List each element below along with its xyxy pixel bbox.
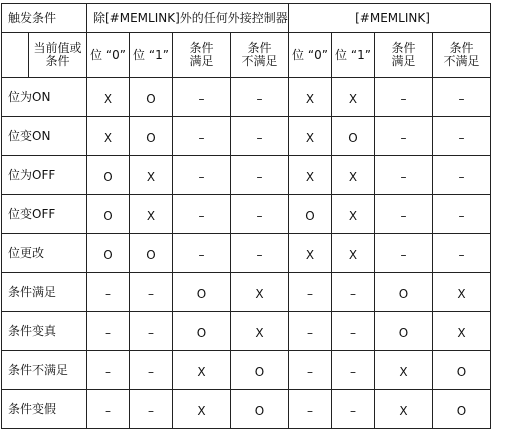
cell-other-cond-not-met: – bbox=[231, 78, 289, 117]
cell-other-bit1: – bbox=[130, 390, 173, 429]
cell-other-cond-met: – bbox=[173, 234, 231, 273]
cell-other-cond-met: X bbox=[173, 351, 231, 390]
table-row bbox=[2, 273, 491, 312]
table-row bbox=[2, 351, 491, 390]
cell-other-bit1: – bbox=[130, 351, 173, 390]
table-row bbox=[2, 234, 491, 273]
current-value-or-condition-text: 当前值或 条件 bbox=[33, 41, 82, 68]
table-row bbox=[2, 78, 491, 117]
cell-other-cond-met: O bbox=[173, 273, 231, 312]
cell-memlink-cond-not-met: – bbox=[433, 156, 491, 195]
memlink-header: [#MEMLINK] bbox=[289, 4, 491, 33]
cell-memlink-bit1: – bbox=[332, 312, 375, 351]
cell-memlink-cond-met: – bbox=[375, 195, 433, 234]
cell-memlink-bit1: X bbox=[332, 78, 375, 117]
cell-memlink-bit0: X bbox=[289, 234, 332, 273]
other-cond-not-met-text: 条件 不满足 bbox=[241, 41, 278, 68]
cell-other-bit0: O bbox=[87, 234, 130, 273]
cell-memlink-cond-not-met: – bbox=[433, 195, 491, 234]
cell-other-bit1: – bbox=[130, 312, 173, 351]
other-cond-not-met-header bbox=[231, 33, 289, 78]
row-label: 条件不满足 bbox=[2, 351, 87, 390]
cell-memlink-bit0: O bbox=[289, 195, 332, 234]
table-row bbox=[2, 390, 491, 429]
cell-other-bit0: – bbox=[87, 312, 130, 351]
row-label: 条件变假 bbox=[2, 390, 87, 429]
cell-other-bit1: – bbox=[130, 273, 173, 312]
cell-other-bit1: O bbox=[130, 234, 173, 273]
other-bit1-header: 位 “1” bbox=[130, 33, 173, 78]
cell-other-cond-met: O bbox=[173, 312, 231, 351]
cell-memlink-cond-met: – bbox=[375, 156, 433, 195]
cell-other-bit0: – bbox=[87, 273, 130, 312]
cell-memlink-cond-not-met: X bbox=[433, 273, 491, 312]
row-label: 条件变真 bbox=[2, 312, 87, 351]
memlink-bit1-header: 位 “1” bbox=[332, 33, 375, 78]
cell-memlink-bit0: – bbox=[289, 390, 332, 429]
cell-other-cond-met: – bbox=[173, 195, 231, 234]
cell-memlink-cond-not-met: X bbox=[433, 312, 491, 351]
table-row bbox=[2, 312, 491, 351]
row-label: 位为OFF bbox=[2, 156, 87, 195]
cell-other-cond-not-met: O bbox=[231, 351, 289, 390]
table-row bbox=[2, 117, 491, 156]
cell-other-cond-not-met: – bbox=[231, 117, 289, 156]
memlink-cond-met-text: 条件 满足 bbox=[391, 41, 416, 68]
other-bit0-header: 位 “0” bbox=[87, 33, 130, 78]
trigger-condition-header: 触发条件 bbox=[2, 4, 87, 33]
row-label: 条件满足 bbox=[2, 273, 87, 312]
cell-memlink-cond-met: – bbox=[375, 234, 433, 273]
cell-memlink-bit0: X bbox=[289, 117, 332, 156]
cell-memlink-bit0: X bbox=[289, 156, 332, 195]
cell-memlink-bit1: X bbox=[332, 195, 375, 234]
cell-memlink-bit0: – bbox=[289, 312, 332, 351]
cell-memlink-cond-not-met: – bbox=[433, 117, 491, 156]
cell-memlink-bit1: X bbox=[332, 156, 375, 195]
row-label: 位更改 bbox=[2, 234, 87, 273]
header-row bbox=[2, 4, 491, 33]
cell-memlink-bit1: – bbox=[332, 390, 375, 429]
cell-memlink-cond-met: – bbox=[375, 78, 433, 117]
table-row bbox=[2, 156, 491, 195]
cell-other-bit1: X bbox=[130, 156, 173, 195]
cell-other-bit1: O bbox=[130, 78, 173, 117]
cell-memlink-bit1: – bbox=[332, 273, 375, 312]
cell-other-bit0: O bbox=[87, 195, 130, 234]
blank-cell bbox=[2, 33, 29, 78]
cell-memlink-bit0: – bbox=[289, 273, 332, 312]
cell-other-bit0: – bbox=[87, 390, 130, 429]
cell-memlink-cond-not-met: – bbox=[433, 234, 491, 273]
cell-other-cond-met: – bbox=[173, 156, 231, 195]
cell-memlink-bit0: X bbox=[289, 78, 332, 117]
cell-other-cond-not-met: – bbox=[231, 156, 289, 195]
cell-memlink-cond-not-met: O bbox=[433, 390, 491, 429]
other-cond-met-header bbox=[173, 33, 231, 78]
cell-other-cond-not-met: – bbox=[231, 195, 289, 234]
cell-other-cond-not-met: – bbox=[231, 234, 289, 273]
cell-other-cond-met: X bbox=[173, 390, 231, 429]
cell-memlink-bit1: O bbox=[332, 117, 375, 156]
memlink-cond-met-header bbox=[375, 33, 433, 78]
cell-other-bit0: O bbox=[87, 156, 130, 195]
memlink-bit0-header: 位 “0” bbox=[289, 33, 332, 78]
row-label: 位变ON bbox=[2, 117, 87, 156]
trigger-condition-table bbox=[1, 3, 491, 429]
memlink-cond-not-met-header bbox=[433, 33, 491, 78]
cell-other-cond-not-met: X bbox=[231, 273, 289, 312]
cell-memlink-cond-met: O bbox=[375, 312, 433, 351]
other-controller-header: 除[#MEMLINK]外的任何外接控制器 bbox=[87, 4, 289, 33]
cell-memlink-cond-met: O bbox=[375, 273, 433, 312]
other-cond-met-text: 条件 满足 bbox=[189, 41, 214, 68]
cell-memlink-cond-not-met: – bbox=[433, 78, 491, 117]
cell-other-bit1: O bbox=[130, 117, 173, 156]
cell-memlink-cond-met: – bbox=[375, 117, 433, 156]
cell-memlink-cond-not-met: O bbox=[433, 351, 491, 390]
cell-memlink-bit0: – bbox=[289, 351, 332, 390]
cell-other-cond-not-met: X bbox=[231, 312, 289, 351]
row-label: 位为ON bbox=[2, 78, 87, 117]
cell-other-bit0: – bbox=[87, 351, 130, 390]
current-value-or-condition-header bbox=[29, 33, 87, 78]
subheader-row bbox=[2, 33, 491, 78]
cell-other-cond-not-met: O bbox=[231, 390, 289, 429]
cell-other-bit0: X bbox=[87, 78, 130, 117]
cell-other-bit1: X bbox=[130, 195, 173, 234]
cell-other-bit0: X bbox=[87, 117, 130, 156]
cell-other-cond-met: – bbox=[173, 78, 231, 117]
memlink-cond-not-met-text: 条件 不满足 bbox=[443, 41, 480, 68]
cell-memlink-cond-met: X bbox=[375, 390, 433, 429]
row-label: 位变OFF bbox=[2, 195, 87, 234]
cell-other-cond-met: – bbox=[173, 117, 231, 156]
cell-memlink-bit1: – bbox=[332, 351, 375, 390]
table-row bbox=[2, 195, 491, 234]
cell-memlink-cond-met: X bbox=[375, 351, 433, 390]
cell-memlink-bit1: X bbox=[332, 234, 375, 273]
